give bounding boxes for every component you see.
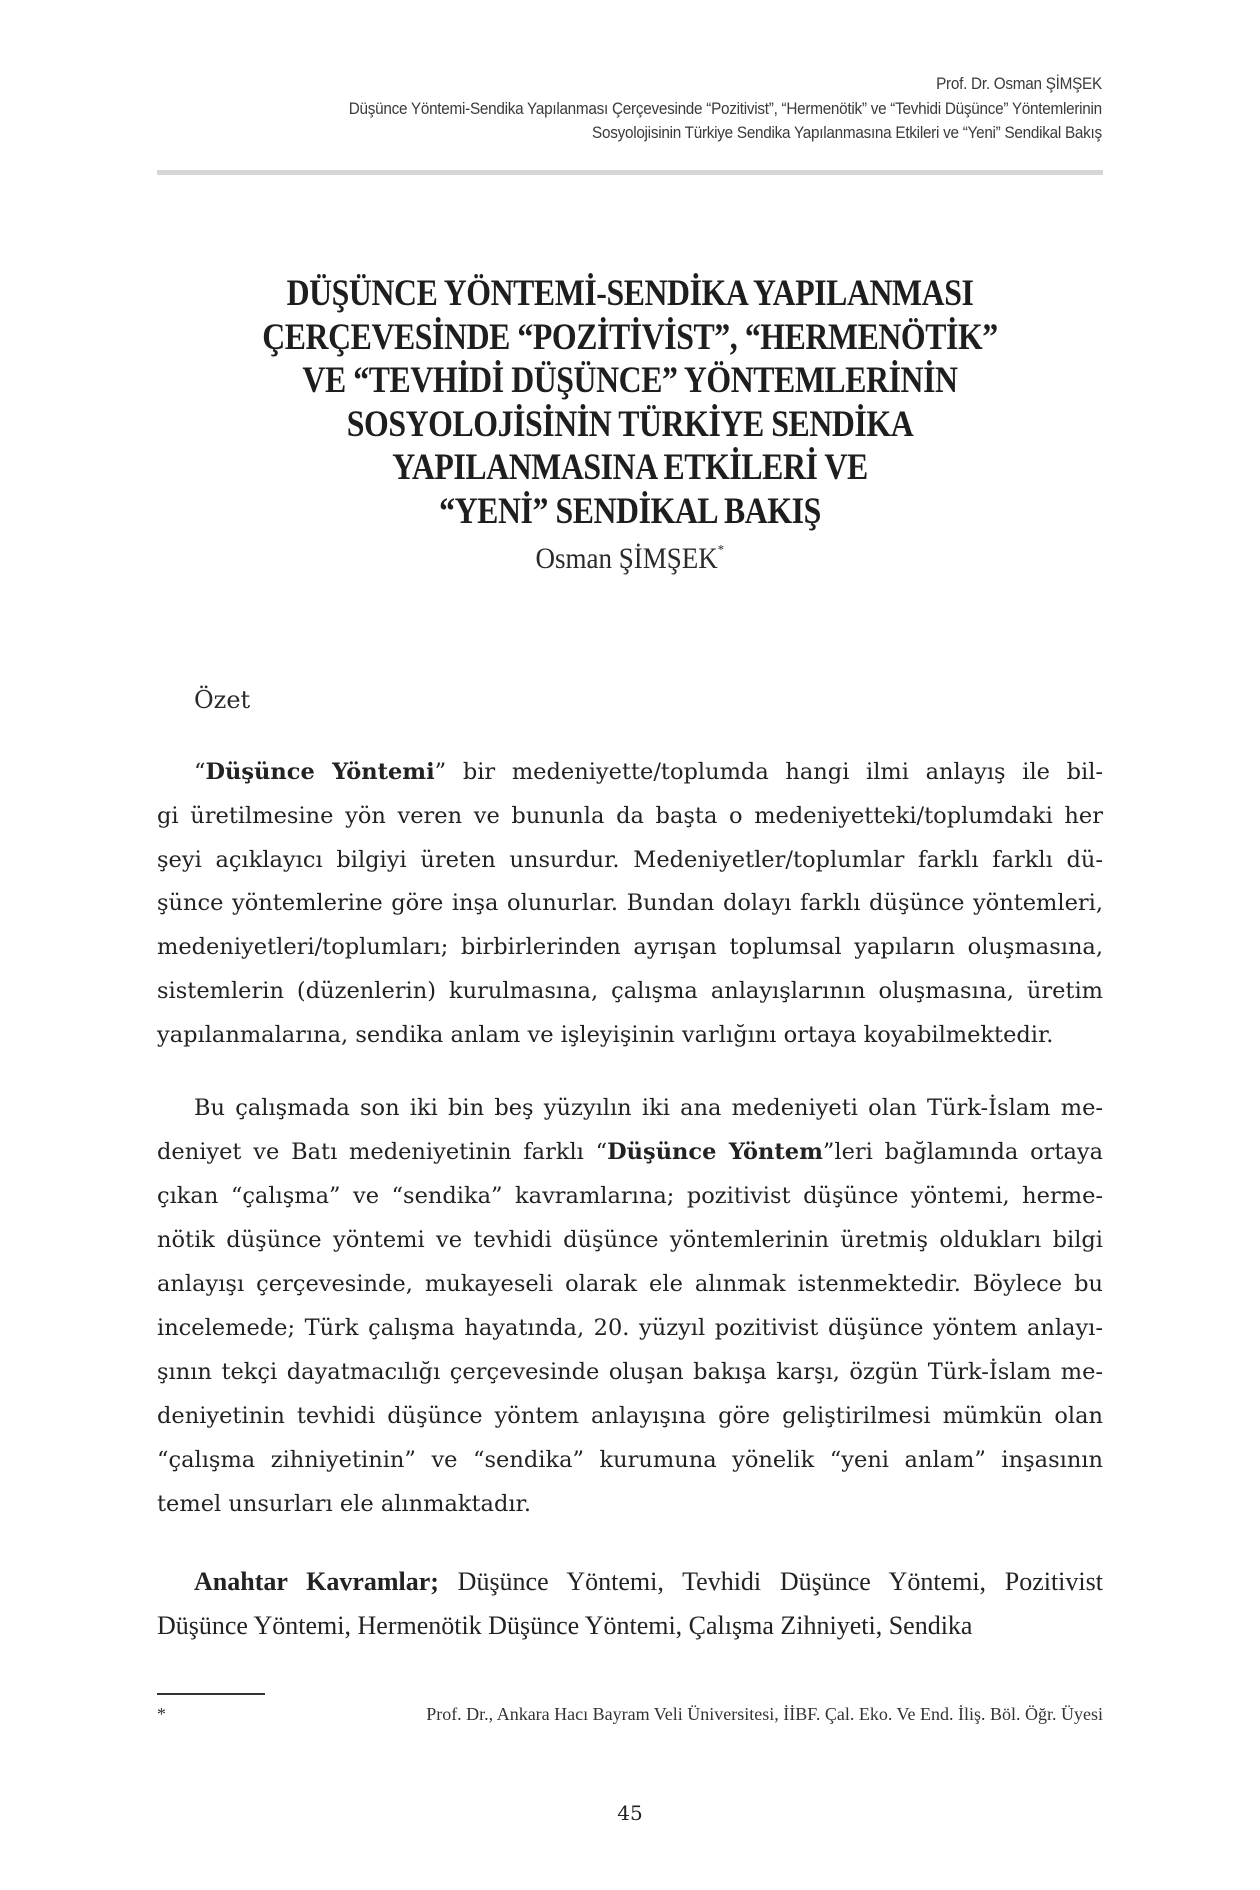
paragraph-line: incelemede; Türk çalışma hayatında, 20. yüzyıl pozitivist düşünce yöntem anlayı- (157, 1315, 1103, 1341)
title-line: VE “TEVHİDİ DÜŞÜNCE” YÖNTEMLERİNİN (302, 360, 958, 401)
text-run: deniyet ve Batı medeniyetinin farklı “ (157, 1139, 608, 1165)
paragraph-line: şünce yöntemlerine göre inşa olunurlar. Bundan dolayı farklı düşünce yöntemleri, (157, 890, 1103, 916)
author-footnote-mark[interactable]: * (717, 543, 725, 558)
abstract-heading: Özet (194, 686, 251, 714)
footnote-divider (157, 1693, 265, 1695)
keywords-label: Anahtar Kavramlar; (194, 1567, 439, 1596)
running-header-author: Prof. Dr. Osman ŞİMŞEK (936, 74, 1102, 93)
emphasis-text: Düşünce Yöntem (607, 1139, 823, 1165)
keywords-line (157, 1562, 1103, 1602)
paragraph-line: temel unsurları ele alınmaktadır. (157, 1491, 531, 1517)
paragraph-line: Bu çalışmada son iki bin beş yüzyılın iki ana medeniyeti olan Türk-İslam me- (194, 1095, 1103, 1121)
title-line: “YENİ” SENDİKAL BAKIŞ (439, 490, 821, 532)
title-line: ÇERÇEVESİNDE “POZİTİVİST”, “HERMENÖTİK” (262, 316, 998, 358)
paragraph-line: gi üretilmesine yön veren ve bununla da başta o medeniyetteki/toplumdaki her (157, 803, 1103, 829)
paragraph-line: “çalışma zihniyetinin” ve “sendika” kurumuna yönelik “yeni anlam” inşasının (157, 1447, 1103, 1473)
paragraph-line: şeyi açıklayıcı bilgiyi üreten unsurdur. Medeniyetler/toplumlar farklı farklı dü- (157, 847, 1103, 873)
running-header-title-line-1: Düşünce Yöntemi-Sendika Yapılanması Çerçevesinde “Pozitivist”, “Hermenötik” ve “Tevhidi Düşünce” Yöntemlerinin (348, 98, 1102, 118)
author-byline (130, 542, 1130, 576)
title-line: SOSYOLOJİSİNİN TÜRKİYE SENDİKA (346, 403, 914, 445)
paragraph-line: şının tekçi dayatmacılığı çerçevesinde oluşan bakışa karşı, özgün Türk-İslam me- (157, 1359, 1103, 1385)
keywords-line: Düşünce Yöntemi, Hermenötik Düşünce Yöntemi, Çalışma Zihniyeti, Sendika (157, 1611, 973, 1640)
title-line: DÜŞÜNCE YÖNTEMİ-SENDİKA YAPILANMASI (286, 273, 974, 314)
author-name: Osman ŞİMŞEK (535, 542, 718, 575)
footnote-text: Prof. Dr., Ankara Hacı Bayram Veli Üniversitesi, İİBF. Çal. Eko. Ve End. İliş. Böl. Öğr. Üyesi (426, 1704, 1103, 1724)
paragraph-line: yapılanmalarına, sendika anlam ve işleyişinin varlığını ortaya koyabilmektedir. (157, 1022, 1054, 1048)
paragraph-line: çıkan “çalışma” ve “sendika” kavramlarına; pozitivist düşünce yöntemi, herme- (157, 1183, 1103, 1209)
text-run: ” bir medeniyette/toplumda hangi ilmi anlayış ile bil- (434, 759, 1104, 785)
running-header (349, 72, 1102, 146)
text-run: “ (194, 759, 206, 785)
text-run: ”leri bağlamında ortaya (822, 1139, 1103, 1165)
paragraph-line: sistemlerin (düzenlerin) kurulmasına, çalışma anlayışlarının oluşmasına, üretim (157, 978, 1103, 1004)
header-divider (157, 170, 1103, 175)
paragraph-line: deniyetinin tevhidi düşünce yöntem anlayışına göre geliştirilmesi mümkün olan (157, 1403, 1103, 1429)
paragraph-line (157, 752, 1103, 792)
paragraph-line: anlayışı çerçevesinde, mukayeseli olarak ele alınmak istenmektedir. Böylece bu (157, 1271, 1103, 1297)
emphasis-text: Düşünce Yöntemi (205, 759, 435, 785)
title-line: YAPILANMASINA ETKİLERİ VE (392, 447, 868, 488)
paragraph-line: nötik düşünce yöntemi ve tevhidi düşünce yöntemlerinin üretmiş oldukları bilgi (157, 1227, 1103, 1253)
footnote-mark: * (157, 1704, 166, 1724)
article-title (130, 272, 1130, 533)
running-header-title-line-2: Sosyolojisinin Türkiye Sendika Yapılanmasına Etkileri ve “Yeni” Sendikal Bakış (592, 123, 1102, 142)
keywords-list: Düşünce Yöntemi, Tevhidi Düşünce Yöntemi, Pozitivist (438, 1567, 1103, 1596)
paragraph-line (157, 1132, 1103, 1172)
page-number: 45 (617, 1801, 643, 1825)
paragraph-line: medeniyetleri/toplumları; birbirlerinden ayrışan toplumsal yapıların oluşmasına, (157, 934, 1103, 960)
